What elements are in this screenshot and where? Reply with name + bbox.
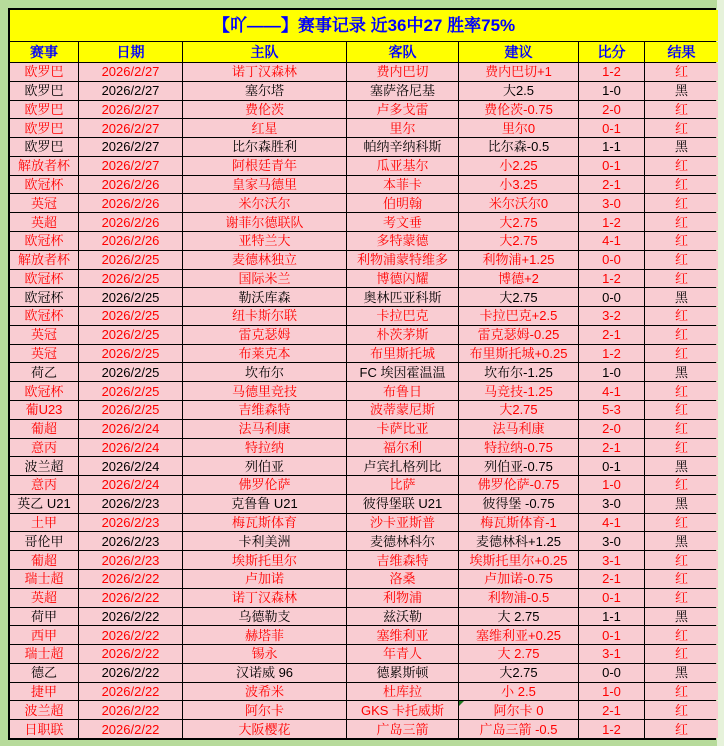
row-20-cell-date[interactable]: 2026/2/24 [79,420,182,438]
row-29-cell-league[interactable]: 英超 [10,589,78,607]
cell-error-indicator-triangle-icon [459,701,464,706]
row-22-cell-score[interactable]: 0-1 [579,457,644,475]
row-5-cell-result[interactable]: 黑 [645,138,718,156]
row-5-cell-away[interactable]: 帕纳辛纳科斯 [347,138,458,156]
row-10-cell-date[interactable]: 2026/2/26 [79,232,182,250]
row-31-cell-tip[interactable]: 塞维利亚+0.25 [459,626,578,644]
row-25-cell-home[interactable]: 梅瓦斯体育 [183,514,346,532]
row-29-cell-home[interactable]: 诺丁汉森林 [183,589,346,607]
row-33-cell-league[interactable]: 德乙 [10,664,78,682]
row-30-cell-away[interactable]: 兹沃勒 [347,608,458,626]
row-28-cell-tip[interactable]: 卢加诺-0.75 [459,570,578,588]
row-10-cell-league[interactable]: 欧冠杯 [10,232,78,250]
row-26-cell-league[interactable]: 哥伦甲 [10,532,78,550]
row-8-cell-away[interactable]: 伯明翰 [347,194,458,212]
row-23-cell-date[interactable]: 2026/2/24 [79,476,182,494]
row-17-cell-home[interactable]: 坎布尔 [183,363,346,381]
row-4-cell-result[interactable]: 红 [645,119,718,137]
row-23-cell-result[interactable]: 红 [645,476,718,494]
row-18-cell-home[interactable]: 马德里竞技 [183,382,346,400]
row-36-cell-league[interactable]: 日职联 [10,720,78,738]
row-18-cell-score[interactable]: 4-1 [579,382,644,400]
row-31-cell-result[interactable]: 红 [645,626,718,644]
row-1-cell-tip[interactable]: 费内巴切+1 [459,63,578,81]
row-5-cell-home[interactable]: 比尔森胜利 [183,138,346,156]
row-10-cell-tip[interactable]: 大2.75 [459,232,578,250]
row-1-cell-league[interactable]: 欧罗巴 [10,63,78,81]
row-24-cell-date[interactable]: 2026/2/23 [79,495,182,513]
row-20-cell-tip[interactable]: 法马利康 [459,420,578,438]
row-25-cell-date[interactable]: 2026/2/23 [79,514,182,532]
row-21-cell-result[interactable]: 红 [645,439,718,457]
row-22-cell-tip[interactable]: 列伯亚-0.75 [459,457,578,475]
row-22-cell-league[interactable]: 波兰超 [10,457,78,475]
row-4-cell-away[interactable]: 里尔 [347,119,458,137]
row-13-cell-tip[interactable]: 大2.75 [459,288,578,306]
row-29-cell-away[interactable]: 利物浦 [347,589,458,607]
row-15-cell-away[interactable]: 朴茨茅斯 [347,326,458,344]
row-27-cell-date[interactable]: 2026/2/23 [79,551,182,569]
row-4-cell-home[interactable]: 红星 [183,119,346,137]
row-4-cell-date[interactable]: 2026/2/27 [79,119,182,137]
column-header-date[interactable]: 日期 [79,42,182,62]
column-header-home[interactable]: 主队 [183,42,346,62]
row-13-cell-score[interactable]: 0-0 [579,288,644,306]
row-5-cell-league[interactable]: 欧罗巴 [10,138,78,156]
row-6-cell-result[interactable]: 红 [645,157,718,175]
row-7-cell-tip[interactable]: 小3.25 [459,176,578,194]
row-36-cell-away[interactable]: 广岛三箭 [347,720,458,738]
row-27-cell-score[interactable]: 3-1 [579,551,644,569]
row-21-cell-tip[interactable]: 特拉纳-0.75 [459,439,578,457]
row-12-cell-league[interactable]: 欧冠杯 [10,270,78,288]
row-33-cell-away[interactable]: 德累斯顿 [347,664,458,682]
row-15-cell-home[interactable]: 雷克瑟姆 [183,326,346,344]
row-3-cell-score[interactable]: 2-0 [579,101,644,119]
row-27-cell-tip[interactable]: 埃斯托里尔+0.25 [459,551,578,569]
row-6-cell-away[interactable]: 瓜亚基尔 [347,157,458,175]
row-13-cell-date[interactable]: 2026/2/25 [79,288,182,306]
row-30-cell-result[interactable]: 黑 [645,608,718,626]
row-34-cell-tip[interactable]: 小 2.5 [459,683,578,701]
row-4-cell-tip[interactable]: 里尔0 [459,119,578,137]
row-22-cell-result[interactable]: 黑 [645,457,718,475]
row-6-cell-tip[interactable]: 小2.25 [459,157,578,175]
row-24-cell-result[interactable]: 黑 [645,495,718,513]
row-36-cell-score[interactable]: 1-2 [579,720,644,738]
row-2-cell-home[interactable]: 塞尔塔 [183,82,346,100]
row-16-cell-away[interactable]: 布里斯托城 [347,345,458,363]
row-6-cell-date[interactable]: 2026/2/27 [79,157,182,175]
row-12-cell-score[interactable]: 1-2 [579,270,644,288]
row-29-cell-score[interactable]: 0-1 [579,589,644,607]
row-5-cell-tip[interactable]: 比尔森-0.5 [459,138,578,156]
row-25-cell-tip[interactable]: 梅瓦斯体育-1 [459,514,578,532]
row-18-cell-away[interactable]: 布鲁日 [347,382,458,400]
row-15-cell-date[interactable]: 2026/2/25 [79,326,182,344]
row-10-cell-score[interactable]: 4-1 [579,232,644,250]
row-1-cell-away[interactable]: 费内巴切 [347,63,458,81]
row-24-cell-league[interactable]: 英乙 U21 [10,495,78,513]
row-13-cell-result[interactable]: 黑 [645,288,718,306]
row-30-cell-tip[interactable]: 大 2.75 [459,608,578,626]
row-11-cell-score[interactable]: 0-0 [579,251,644,269]
row-6-cell-league[interactable]: 解放者杯 [10,157,78,175]
row-32-cell-tip[interactable]: 大 2.75 [459,645,578,663]
row-28-cell-score[interactable]: 2-1 [579,570,644,588]
row-27-cell-home[interactable]: 埃斯托里尔 [183,551,346,569]
row-34-cell-result[interactable]: 红 [645,683,718,701]
row-7-cell-score[interactable]: 2-1 [579,176,644,194]
row-3-cell-home[interactable]: 费伦茨 [183,101,346,119]
row-12-cell-away[interactable]: 博德闪耀 [347,270,458,288]
row-25-cell-league[interactable]: 土甲 [10,514,78,532]
row-3-cell-league[interactable]: 欧罗巴 [10,101,78,119]
match-records-table [8,8,716,740]
row-25-cell-away[interactable]: 沙卡亚斯普 [347,514,458,532]
row-2-cell-date[interactable]: 2026/2/27 [79,82,182,100]
row-1-cell-result[interactable]: 红 [645,63,718,81]
row-30-cell-home[interactable]: 乌德勒支 [183,608,346,626]
right-margin-strip [717,0,724,746]
row-28-cell-league[interactable]: 瑞士超 [10,570,78,588]
row-17-cell-result[interactable]: 黑 [645,363,718,381]
row-9-cell-score[interactable]: 1-2 [579,213,644,231]
row-8-cell-date[interactable]: 2026/2/26 [79,194,182,212]
row-11-cell-league[interactable]: 解放者杯 [10,251,78,269]
row-11-cell-home[interactable]: 麦德林独立 [183,251,346,269]
row-19-cell-league[interactable]: 葡U23 [10,401,78,419]
row-9-cell-league[interactable]: 英超 [10,213,78,231]
row-22-cell-home[interactable]: 列伯亚 [183,457,346,475]
row-17-cell-date[interactable]: 2026/2/25 [79,363,182,381]
row-8-cell-result[interactable]: 红 [645,194,718,212]
row-6-cell-home[interactable]: 阿根廷青年 [183,157,346,175]
row-36-cell-result[interactable]: 红 [645,720,718,738]
column-header-league[interactable]: 赛事 [10,42,78,62]
row-23-cell-away[interactable]: 比萨 [347,476,458,494]
row-31-cell-home[interactable]: 赫塔菲 [183,626,346,644]
row-7-cell-league[interactable]: 欧冠杯 [10,176,78,194]
row-33-cell-tip[interactable]: 大2.75 [459,664,578,682]
row-20-cell-home[interactable]: 法马利康 [183,420,346,438]
row-28-cell-result[interactable]: 红 [645,570,718,588]
row-3-cell-away[interactable]: 卢多戈雷 [347,101,458,119]
row-6-cell-score[interactable]: 0-1 [579,157,644,175]
row-20-cell-result[interactable]: 红 [645,420,718,438]
row-23-cell-score[interactable]: 1-0 [579,476,644,494]
row-8-cell-league[interactable]: 英冠 [10,194,78,212]
row-31-cell-away[interactable]: 塞维利亚 [347,626,458,644]
row-16-cell-league[interactable]: 英冠 [10,345,78,363]
row-36-cell-date[interactable]: 2026/2/22 [79,720,182,738]
row-31-cell-score[interactable]: 0-1 [579,626,644,644]
row-27-cell-league[interactable]: 葡超 [10,551,78,569]
row-26-cell-result[interactable]: 黑 [645,532,718,550]
row-25-cell-result[interactable]: 红 [645,514,718,532]
row-7-cell-home[interactable]: 皇家马德里 [183,176,346,194]
row-12-cell-result[interactable]: 红 [645,270,718,288]
row-35-cell-score[interactable]: 2-1 [579,701,644,719]
row-34-cell-league[interactable]: 捷甲 [10,683,78,701]
row-36-cell-home[interactable]: 大阪樱花 [183,720,346,738]
row-32-cell-away[interactable]: 年青人 [347,645,458,663]
row-20-cell-away[interactable]: 卡萨比亚 [347,420,458,438]
row-4-cell-score[interactable]: 0-1 [579,119,644,137]
row-9-cell-date[interactable]: 2026/2/26 [79,213,182,231]
row-14-cell-league[interactable]: 欧冠杯 [10,307,78,325]
row-5-cell-date[interactable]: 2026/2/27 [79,138,182,156]
row-17-cell-score[interactable]: 1-0 [579,363,644,381]
row-13-cell-home[interactable]: 勒沃库森 [183,288,346,306]
row-3-cell-tip[interactable]: 费伦茨-0.75 [459,101,578,119]
row-2-cell-result[interactable]: 黑 [645,82,718,100]
row-26-cell-score[interactable]: 3-0 [579,532,644,550]
row-21-cell-home[interactable]: 特拉纳 [183,439,346,457]
row-26-cell-tip[interactable]: 麦德林科+1.25 [459,532,578,550]
row-14-cell-home[interactable]: 纽卡斯尔联 [183,307,346,325]
row-32-cell-date[interactable]: 2026/2/22 [79,645,182,663]
row-19-cell-tip[interactable]: 大2.75 [459,401,578,419]
row-33-cell-result[interactable]: 黑 [645,664,718,682]
row-31-cell-league[interactable]: 西甲 [10,626,78,644]
page-title: 【吖——】赛事记录 近36中27 胜率75% [10,10,718,41]
row-24-cell-tip[interactable]: 彼得堡 -0.75 [459,495,578,513]
row-25-cell-score[interactable]: 4-1 [579,514,644,532]
row-35-cell-league[interactable]: 波兰超 [10,701,78,719]
row-18-cell-tip[interactable]: 马竞技-1.25 [459,382,578,400]
row-32-cell-result[interactable]: 红 [645,645,718,663]
row-34-cell-score[interactable]: 1-0 [579,683,644,701]
row-10-cell-away[interactable]: 多特蒙德 [347,232,458,250]
row-11-cell-away[interactable]: 利物浦蒙特维多 [347,251,458,269]
row-12-cell-tip[interactable]: 博德+2 [459,270,578,288]
row-16-cell-score[interactable]: 1-2 [579,345,644,363]
row-19-cell-home[interactable]: 吉维森特 [183,401,346,419]
row-15-cell-result[interactable]: 红 [645,326,718,344]
row-17-cell-away[interactable]: FC 埃因霍温温 [347,363,458,381]
row-22-cell-date[interactable]: 2026/2/24 [79,457,182,475]
row-30-cell-league[interactable]: 荷甲 [10,608,78,626]
row-14-cell-result[interactable]: 红 [645,307,718,325]
row-19-cell-score[interactable]: 5-3 [579,401,644,419]
row-14-cell-away[interactable]: 卡拉巴克 [347,307,458,325]
row-30-cell-score[interactable]: 1-1 [579,608,644,626]
row-35-cell-tip[interactable]: 阿尔卡 0 [459,701,578,719]
row-32-cell-home[interactable]: 锡永 [183,645,346,663]
row-35-cell-date[interactable]: 2026/2/22 [79,701,182,719]
row-27-cell-away[interactable]: 吉维森特 [347,551,458,569]
row-19-cell-result[interactable]: 红 [645,401,718,419]
row-2-cell-away[interactable]: 塞萨洛尼基 [347,82,458,100]
row-24-cell-away[interactable]: 彼得堡联 U21 [347,495,458,513]
row-3-cell-result[interactable]: 红 [645,101,718,119]
row-26-cell-home[interactable]: 卡利美洲 [183,532,346,550]
row-23-cell-league[interactable]: 意丙 [10,476,78,494]
row-5-cell-score[interactable]: 1-1 [579,138,644,156]
row-10-cell-result[interactable]: 红 [645,232,718,250]
row-33-cell-score[interactable]: 0-0 [579,664,644,682]
row-9-cell-away[interactable]: 考文垂 [347,213,458,231]
row-23-cell-home[interactable]: 佛罗伦萨 [183,476,346,494]
row-29-cell-result[interactable]: 红 [645,589,718,607]
row-13-cell-away[interactable]: 奥林匹亚科斯 [347,288,458,306]
row-17-cell-tip[interactable]: 坎布尔-1.25 [459,363,578,381]
row-2-cell-score[interactable]: 1-0 [579,82,644,100]
row-34-cell-date[interactable]: 2026/2/22 [79,683,182,701]
row-26-cell-away[interactable]: 麦德林科尔 [347,532,458,550]
row-15-cell-score[interactable]: 2-1 [579,326,644,344]
row-12-cell-home[interactable]: 国际米兰 [183,270,346,288]
row-9-cell-tip[interactable]: 大2.75 [459,213,578,231]
row-20-cell-league[interactable]: 葡超 [10,420,78,438]
row-3-cell-date[interactable]: 2026/2/27 [79,101,182,119]
row-33-cell-date[interactable]: 2026/2/22 [79,664,182,682]
row-1-cell-date[interactable]: 2026/2/27 [79,63,182,81]
row-18-cell-date[interactable]: 2026/2/25 [79,382,182,400]
row-29-cell-tip[interactable]: 利物浦-0.5 [459,589,578,607]
row-21-cell-score[interactable]: 2-1 [579,439,644,457]
row-9-cell-result[interactable]: 红 [645,213,718,231]
column-header-result[interactable]: 结果 [645,42,718,62]
row-15-cell-tip[interactable]: 雷克瑟姆-0.25 [459,326,578,344]
row-18-cell-result[interactable]: 红 [645,382,718,400]
row-17-cell-league[interactable]: 荷乙 [10,363,78,381]
row-34-cell-home[interactable]: 波希米 [183,683,346,701]
row-34-cell-away[interactable]: 杜库拉 [347,683,458,701]
row-20-cell-score[interactable]: 2-0 [579,420,644,438]
row-4-cell-league[interactable]: 欧罗巴 [10,119,78,137]
row-16-cell-tip[interactable]: 布里斯托城+0.25 [459,345,578,363]
row-35-cell-result[interactable]: 红 [645,701,718,719]
row-1-cell-home[interactable]: 诺丁汉森林 [183,63,346,81]
row-21-cell-league[interactable]: 意丙 [10,439,78,457]
column-header-score[interactable]: 比分 [579,42,644,62]
row-16-cell-home[interactable]: 布莱克本 [183,345,346,363]
row-27-cell-result[interactable]: 红 [645,551,718,569]
row-7-cell-result[interactable]: 红 [645,176,718,194]
row-36-cell-tip[interactable]: 广岛三箭 -0.5 [459,720,578,738]
row-28-cell-away[interactable]: 洛桑 [347,570,458,588]
row-31-cell-date[interactable]: 2026/2/22 [79,626,182,644]
row-2-cell-league[interactable]: 欧罗巴 [10,82,78,100]
row-18-cell-league[interactable]: 欧冠杯 [10,382,78,400]
row-24-cell-score[interactable]: 3-0 [579,495,644,513]
row-12-cell-date[interactable]: 2026/2/25 [79,270,182,288]
row-19-cell-away[interactable]: 波蒂蒙尼斯 [347,401,458,419]
row-30-cell-date[interactable]: 2026/2/22 [79,608,182,626]
column-header-tip[interactable]: 建议 [459,42,578,62]
row-11-cell-result[interactable]: 红 [645,251,718,269]
row-7-cell-date[interactable]: 2026/2/26 [79,176,182,194]
row-26-cell-date[interactable]: 2026/2/23 [79,532,182,550]
row-14-cell-tip[interactable]: 卡拉巴克+2.5 [459,307,578,325]
row-2-cell-tip[interactable]: 大2.5 [459,82,578,100]
row-24-cell-home[interactable]: 克鲁鲁 U21 [183,495,346,513]
row-29-cell-date[interactable]: 2026/2/22 [79,589,182,607]
row-14-cell-date[interactable]: 2026/2/25 [79,307,182,325]
row-19-cell-date[interactable]: 2026/2/25 [79,401,182,419]
row-13-cell-league[interactable]: 欧冠杯 [10,288,78,306]
row-1-cell-score[interactable]: 1-2 [579,63,644,81]
row-23-cell-tip[interactable]: 佛罗伦萨-0.75 [459,476,578,494]
row-35-cell-home[interactable]: 阿尔卡 [183,701,346,719]
row-28-cell-date[interactable]: 2026/2/22 [79,570,182,588]
row-22-cell-away[interactable]: 卢宾扎格列比 [347,457,458,475]
row-33-cell-home[interactable]: 汉诺威 96 [183,664,346,682]
column-header-away[interactable]: 客队 [347,42,458,62]
row-7-cell-away[interactable]: 本菲卡 [347,176,458,194]
row-32-cell-score[interactable]: 3-1 [579,645,644,663]
row-11-cell-date[interactable]: 2026/2/25 [79,251,182,269]
row-21-cell-away[interactable]: 福尔利 [347,439,458,457]
row-15-cell-league[interactable]: 英冠 [10,326,78,344]
row-16-cell-result[interactable]: 红 [645,345,718,363]
row-35-cell-away[interactable]: GKS 卡托威斯 [347,701,458,719]
row-10-cell-home[interactable]: 亚特兰大 [183,232,346,250]
row-8-cell-home[interactable]: 米尔沃尔 [183,194,346,212]
row-8-cell-tip[interactable]: 米尔沃尔0 [459,194,578,212]
row-28-cell-home[interactable]: 卢加诺 [183,570,346,588]
row-32-cell-league[interactable]: 瑞士超 [10,645,78,663]
row-9-cell-home[interactable]: 谢菲尔德联队 [183,213,346,231]
row-14-cell-score[interactable]: 3-2 [579,307,644,325]
row-16-cell-date[interactable]: 2026/2/25 [79,345,182,363]
row-21-cell-date[interactable]: 2026/2/24 [79,439,182,457]
row-11-cell-tip[interactable]: 利物浦+1.25 [459,251,578,269]
row-8-cell-score[interactable]: 3-0 [579,194,644,212]
